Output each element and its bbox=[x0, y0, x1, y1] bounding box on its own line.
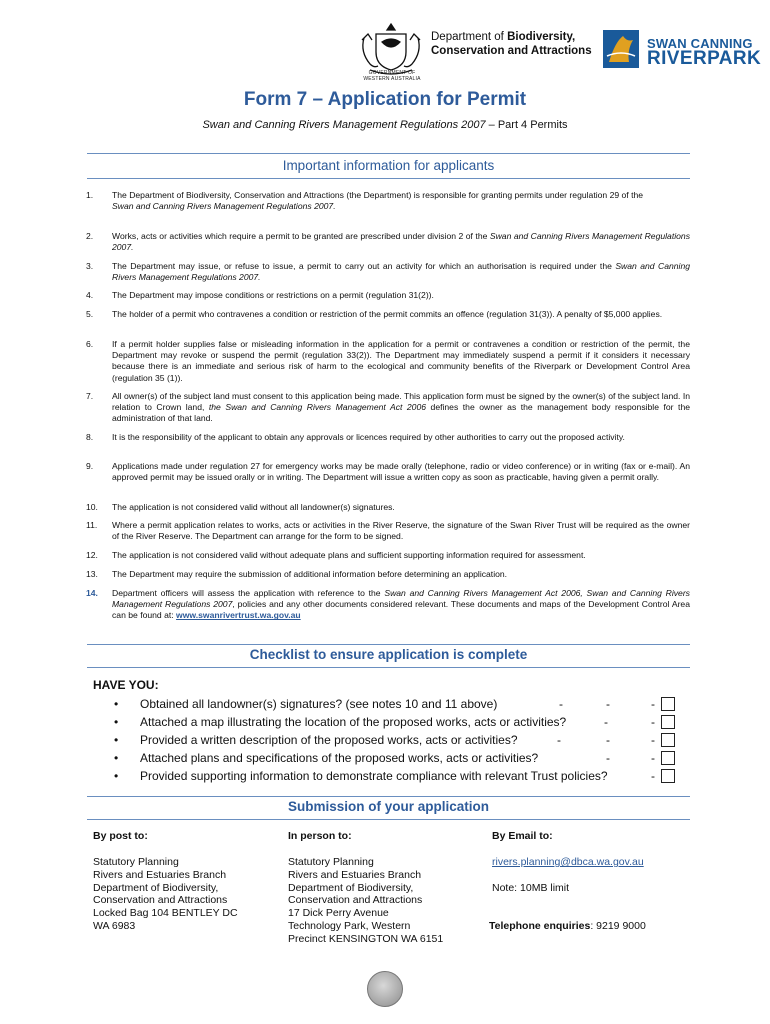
submission-heading: Submission of your application bbox=[287, 799, 490, 814]
note-text bbox=[112, 190, 690, 212]
checklist-heading: Checklist to ensure application is complete bbox=[249, 647, 528, 662]
checkbox-landowner-signatures[interactable] bbox=[661, 697, 675, 711]
checklist-item bbox=[110, 697, 680, 715]
checklist-item bbox=[110, 751, 680, 769]
crest-caption-line2: WESTERN AUSTRALIA bbox=[363, 76, 421, 82]
checklist-label: Provided supporting information to demonstrate compliance with relevant Trust policies? bbox=[140, 769, 608, 783]
dash: - bbox=[604, 715, 608, 729]
dash: - bbox=[606, 697, 610, 711]
note-number: 12. bbox=[86, 550, 98, 560]
checkbox-plans-specifications[interactable] bbox=[661, 751, 675, 765]
in-person-address bbox=[288, 856, 443, 946]
subtitle-italic: Swan and Canning Rivers Management Regulations 2007 bbox=[202, 119, 486, 131]
note-number: 9. bbox=[86, 461, 94, 471]
note-text bbox=[112, 391, 690, 425]
address-line: Statutory Planning bbox=[288, 856, 374, 868]
note-number: 11. bbox=[86, 520, 98, 530]
in-person-heading: In person to: bbox=[288, 830, 352, 842]
note-number: 10. bbox=[86, 502, 98, 512]
divider bbox=[87, 644, 690, 645]
note-number: 5. bbox=[86, 309, 94, 319]
checklist-item bbox=[110, 733, 680, 751]
note-4 bbox=[86, 290, 690, 301]
info-heading: Important information for applicants bbox=[282, 158, 495, 173]
bullet: • bbox=[114, 751, 119, 765]
swan-canning-riverpark-logo bbox=[601, 26, 641, 70]
divider bbox=[87, 178, 690, 179]
note-text: Applications made under regulation 27 for emergency works may be made orally (telephone, radio or video conference) or in writing (fax or e-mail). An approved permit may be issued orally or in writing. The Department will issue a written copy as soon as practicable, having given a permit orally. bbox=[112, 461, 690, 483]
dash: - bbox=[651, 733, 655, 747]
note-text-italic: Swan and Canning Rivers Management Act 2006, Swan and Canning Rivers Management Regulations 2007 bbox=[112, 588, 690, 610]
dash: - bbox=[559, 697, 563, 711]
checkbox-location-map[interactable] bbox=[661, 715, 675, 729]
address-line: Conservation and Attractions bbox=[93, 894, 228, 907]
note-10 bbox=[86, 502, 690, 513]
note-text-part: Department officers will assess the application with reference to the bbox=[112, 588, 385, 598]
post-heading: By post to: bbox=[93, 830, 148, 842]
checkbox-supporting-information[interactable] bbox=[661, 769, 675, 783]
bullet: • bbox=[114, 697, 119, 711]
address-line: Rivers and Estuaries Branch bbox=[93, 868, 227, 881]
crest-caption-line1: GOVERNMENT OF bbox=[368, 70, 416, 76]
note-text: The application is not considered valid without all landowner(s) signatures. bbox=[112, 502, 395, 512]
divider bbox=[87, 819, 690, 820]
note-11 bbox=[86, 520, 690, 542]
address-line: WA 6983 bbox=[93, 919, 136, 932]
note-number: 13. bbox=[86, 569, 98, 579]
note-number: 3. bbox=[86, 261, 94, 271]
address-line: Precinct KENSINGTON WA 6151 bbox=[288, 932, 444, 945]
note-number: 14. bbox=[86, 588, 98, 598]
dash: - bbox=[606, 751, 610, 765]
note-number: 6. bbox=[86, 339, 94, 349]
telephone-enquiries bbox=[489, 920, 646, 932]
note-2 bbox=[86, 231, 690, 253]
page-navigation-button[interactable] bbox=[367, 971, 403, 1007]
address-line: Rivers and Estuaries Branch bbox=[288, 868, 422, 881]
have-you-label: HAVE YOU: bbox=[93, 678, 159, 692]
note-text bbox=[112, 261, 690, 283]
address-line: Statutory Planning bbox=[93, 856, 179, 868]
checklist-label: Obtained all landowner(s) signatures? (see notes 10 and 11 above) bbox=[140, 697, 498, 711]
dash: - bbox=[651, 769, 655, 783]
scr-line2: RIVERPARK bbox=[647, 48, 762, 69]
note-text-italic: Swan and Canning Rivers Management Regulations 2007. bbox=[112, 261, 690, 283]
dash: - bbox=[651, 715, 655, 729]
note-14 bbox=[86, 588, 690, 622]
note-text-part: The Department of Biodiversity, Conservation and Attractions (the Department) is responsible for granting permits under regulation 29 of the bbox=[112, 190, 644, 200]
note-number: 4. bbox=[86, 290, 94, 300]
note-text: Where a permit application relates to works, acts or activities in the River Reserve, the signature of the Swan River Trust will be required as the owner of the River Reserve. The Department can arrange for the form to be signed. bbox=[112, 520, 690, 542]
dash: - bbox=[557, 733, 561, 747]
note-text: The Department may impose conditions or restrictions on a permit (regulation 31(2)). bbox=[112, 290, 434, 300]
note-number: 7. bbox=[86, 391, 94, 401]
note-12 bbox=[86, 550, 690, 561]
note-13 bbox=[86, 569, 690, 580]
note-5 bbox=[86, 309, 690, 320]
checklist-label: Attached a map illustrating the location of the proposed works, acts or activities? bbox=[140, 715, 567, 729]
subtitle-rest: – Part 4 Permits bbox=[485, 119, 568, 131]
note-text: The holder of a permit who contravenes a condition or restriction of the permit commits an offence (regulation 31(3)). A penalty of $5,000 applies. bbox=[112, 309, 663, 319]
note-text-italic: Swan and Canning Rivers Management Regulations 2007. bbox=[112, 201, 336, 212]
dept-prefix: Department of bbox=[431, 31, 508, 43]
note-text-part: , policies and any other documents considered relevant. These documents and maps of the Development Control Area can be found at: bbox=[112, 599, 690, 621]
note-8 bbox=[86, 432, 690, 443]
email-heading: By Email to: bbox=[492, 830, 553, 842]
telephone-label: Telephone enquiries bbox=[489, 920, 591, 932]
note-text: The Department may require the submission of additional information before determining an application. bbox=[112, 569, 508, 579]
note-number: 8. bbox=[86, 432, 94, 442]
address-line: Department of Biodiversity, bbox=[93, 881, 219, 894]
note-number: 2. bbox=[86, 231, 94, 241]
note-6 bbox=[86, 339, 690, 384]
note-number: 1. bbox=[86, 190, 94, 200]
note-text-italic: the Swan and Canning Rivers Management Act 2006 bbox=[208, 402, 427, 413]
dept-bold-1: Biodiversity, bbox=[507, 31, 576, 43]
bullet: • bbox=[114, 715, 119, 729]
checklist-label: Provided a written description of the proposed works, acts or activities? bbox=[140, 733, 518, 747]
dash: - bbox=[606, 733, 610, 747]
page-title: Form 7 – Application for Permit bbox=[243, 89, 527, 110]
email-size-note: Note: 10MB limit bbox=[492, 882, 570, 894]
note-text bbox=[112, 588, 690, 622]
bullet: • bbox=[114, 769, 119, 783]
divider bbox=[87, 667, 690, 668]
divider bbox=[87, 796, 690, 797]
scr-line1: SWAN CANNING bbox=[647, 36, 753, 51]
checklist-item bbox=[110, 715, 680, 733]
dash: - bbox=[651, 697, 655, 711]
crest-caption bbox=[352, 70, 432, 82]
address-line: Department of Biodiversity, bbox=[288, 881, 414, 894]
note-7 bbox=[86, 391, 690, 425]
note-text-part: defines the owner as the management body responsible for the administration of that land. bbox=[112, 402, 691, 424]
note-text-part: Works, acts or activities which require a permit to be granted are prescribed under division 2 of the bbox=[112, 231, 490, 241]
note-text-part: The Department may issue, or refuse to issue, a permit to carry out an activity for which an authorisation is required under the bbox=[112, 261, 616, 271]
email-address-link[interactable]: rivers.planning@dbca.wa.gov.au bbox=[492, 856, 644, 868]
bullet: • bbox=[114, 733, 119, 747]
page-subtitle bbox=[0, 119, 770, 131]
note-text-italic: Swan and Canning Rivers Management Regulations 2007. bbox=[112, 231, 690, 253]
dept-bold-2: Conservation and Attractions bbox=[431, 45, 592, 57]
note-text: If a permit holder supplies false or misleading information in the application for a permit or contravenes a condition or restriction of the permit, the Department may revoke or suspend the permit (regulation 33(2)). The Department may immediately suspend a permit if it considers it necessary because there is an immediate and serious risk of harm to the ecological and community benefits of the Riverpark or Development Control Area (regulation 35 (1)). bbox=[112, 339, 690, 383]
note-1 bbox=[86, 190, 690, 212]
telephone-number: : 9219 9000 bbox=[590, 920, 646, 932]
note-9 bbox=[86, 461, 690, 483]
note-text bbox=[112, 231, 690, 253]
trust-website-link[interactable]: www.swanrivertrust.wa.gov.au bbox=[176, 610, 301, 621]
dash: - bbox=[651, 751, 655, 765]
divider bbox=[87, 153, 690, 154]
address-line: Locked Bag 104 BENTLEY DC bbox=[93, 907, 238, 920]
checklist-item bbox=[110, 769, 680, 787]
address-line: Technology Park, Western bbox=[288, 919, 411, 932]
postal-address bbox=[93, 856, 238, 933]
checkbox-written-description[interactable] bbox=[661, 733, 675, 747]
note-text: It is the responsibility of the applicant to obtain any approvals or licences required by other authorities to carry out the proposed activity. bbox=[112, 432, 625, 442]
checklist-label: Attached plans and specifications of the proposed works, acts or activities? bbox=[140, 751, 539, 765]
address-line: Conservation and Attractions bbox=[288, 894, 423, 907]
note-3 bbox=[86, 261, 690, 283]
note-text: The application is not considered valid without adequate plans and sufficient supporting information required for assessment. bbox=[112, 550, 586, 560]
department-name bbox=[431, 30, 592, 58]
address-line: 17 Dick Perry Avenue bbox=[288, 907, 389, 920]
note-text-part: All owner(s) of the subject land must consent to this application being made. This application form must be signed by the owner(s) of the subject land. In relation to Crown land, bbox=[112, 391, 690, 413]
